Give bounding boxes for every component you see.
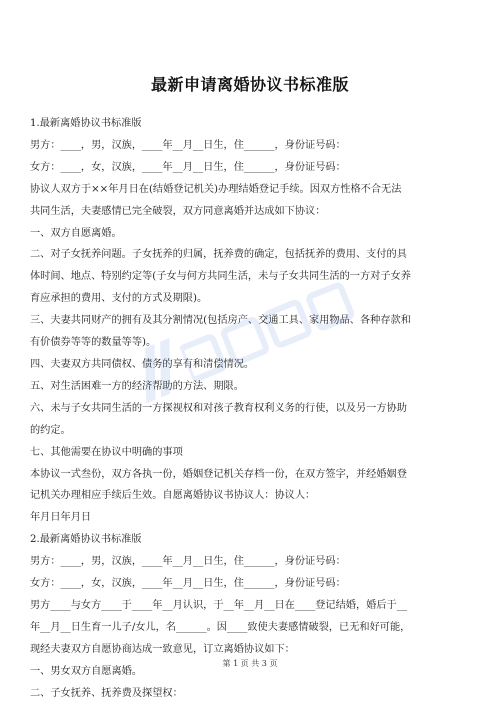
doc-line: 女方：____，女，汉族，____年__月__日生，住______，身份证号码： — [30, 578, 346, 590]
doc-line: 有价债券等等的数量等等)。 — [30, 337, 157, 349]
doc-line: 本协议一式叁份，双方各执一份，婚姻登记机关存档一份，在双方签字，并经婚姻登 — [30, 468, 407, 480]
doc-line: 女方：____，女，汉族，____年__月__日生，住______，身份证号码： — [30, 161, 346, 173]
doc-line: 六、未与子女共同生活的一方探视权和对孩子教育权利义务的行使，以及另一方协助 — [30, 402, 407, 414]
doc-line: 五、对生活困难一方的经济帮助的方法、期限。 — [30, 380, 244, 392]
doc-line: 2.最新离婚协议书标准版 — [30, 534, 142, 546]
doc-line: 协议人双方于××年月日在(结婚登记机关)办理结婚登记手续。因双方性格不合无法 — [30, 183, 402, 195]
doc-line: 体时间、地点、特别约定等(子女与何方共同生活，未与子女共同生活的一方对子女养 — [30, 271, 411, 283]
doc-line: 四、夫妻双方共同债权、债务的享有和清偿情况。 — [30, 358, 255, 370]
doc-line: 男方____与女方____于____年__月认识，于__年__月__日在____登记结婚，婚后于__ — [30, 599, 407, 611]
doc-line: 男方：____，男，汉族，____年__月__日生，住______，身份证号码： — [30, 139, 346, 151]
document-title: 最新申请离婚协议书标准版 — [150, 75, 349, 94]
doc-line: 共同生活，夫妻感情已完全破裂，双方同意离婚并达成如下协议： — [30, 205, 326, 217]
doc-line: 年__月__日生育一儿子/女儿，名______。因____致使夫妻感情破裂，已无和好可能， — [30, 621, 411, 633]
doc-line: 年月日年月日 — [30, 512, 92, 524]
doc-line: 一、男女双方自愿离婚。 — [30, 665, 143, 677]
doc-line: 现经夫妻双方自愿协商达成一致意见，订立离婚协议如下： — [30, 643, 295, 655]
doc-line: 1.最新离婚协议书标准版 — [30, 118, 142, 129]
doc-line: 育应承担的费用、支付的方式及期限)。 — [30, 293, 208, 305]
document-body — [30, 113, 478, 704]
doc-line: 二、子女抚养、抚养费及探望权： — [30, 687, 183, 699]
doc-line: 的约定。 — [30, 424, 71, 436]
page-footer: 第 1 页 共 3 页 — [222, 659, 278, 668]
doc-line: 二、对子女抚养问题。子女抚养的归属，抚养费的确定，包括抚养的费用、支付的具 — [30, 249, 407, 261]
doc-line: 记机关办理相应手续后生效。自愿离婚协议书协议人：协议人： — [30, 490, 316, 502]
doc-line: 三、夫妻共同财产的拥有及其分割情况(包括房产、交通工具、家用物品、各种存款和 — [30, 315, 411, 327]
doc-line: 男方：____，男，汉族，____年__月__日生，住______，身份证号码： — [30, 556, 346, 568]
doc-line: 七、其他需要在协议中明确的事项 — [30, 446, 183, 458]
doc-line: 一、双方自愿离婚。 — [30, 227, 122, 239]
